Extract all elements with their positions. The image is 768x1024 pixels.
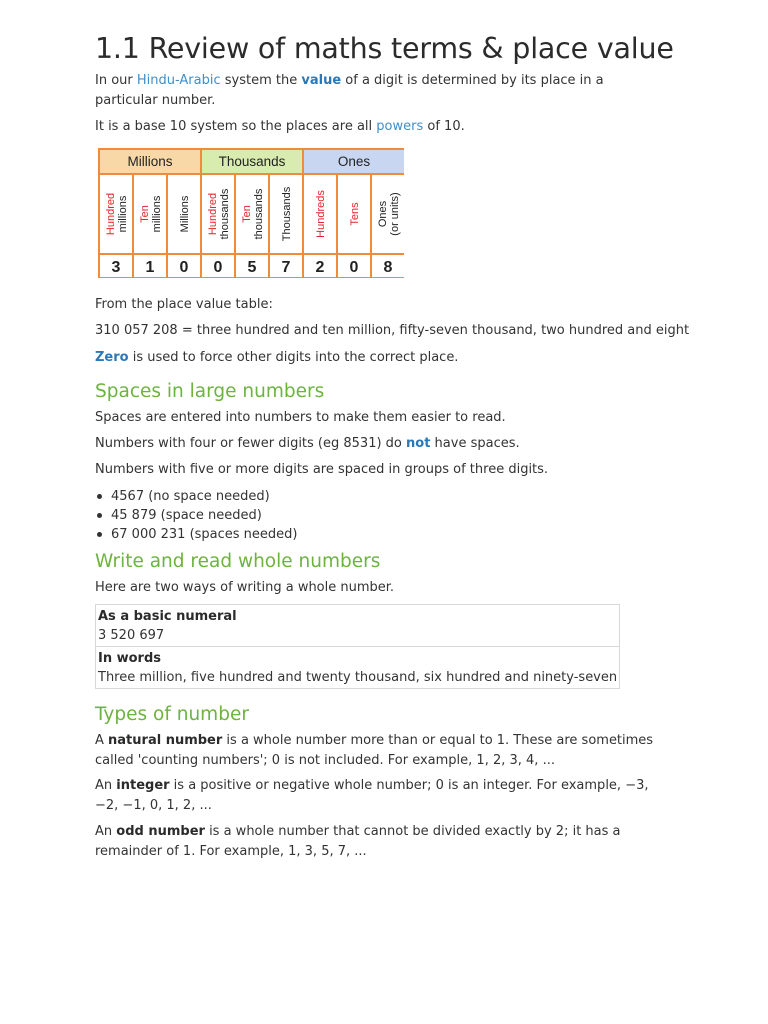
- group-header-label: Ones: [337, 154, 371, 169]
- place-value-table: [98, 148, 404, 282]
- not-keyword: not: [406, 436, 431, 451]
- row-value: 3 520 697: [98, 628, 165, 643]
- spaces-text: have spaces.: [430, 436, 520, 451]
- odd-number-term: odd number: [116, 824, 205, 839]
- types-text: is a whole number more than or equal to 1. These are sometimes called 'counting numbers'; 0 is not included. For example, 1, 2, 3, 4, ...: [95, 733, 654, 768]
- zero-keyword: Zero: [95, 350, 129, 365]
- column-label-line-2: thousands: [253, 188, 265, 240]
- integer-paragraph: [95, 776, 670, 815]
- list-item: 45 879 (space needed): [111, 506, 298, 525]
- table-row: [96, 647, 620, 689]
- table-cell: [96, 647, 620, 689]
- column-label-line-2: (or units): [389, 192, 401, 236]
- column-label-line-1: Ones: [377, 200, 389, 228]
- write-read-paragraph: Here are two ways of writing a whole number.: [95, 580, 395, 595]
- heading-write-read: Write and read whole numbers: [95, 551, 381, 572]
- column-label: [179, 195, 191, 232]
- column-label-line-1: Ten: [241, 205, 253, 223]
- types-text: A: [95, 733, 109, 748]
- column-label: [315, 190, 327, 238]
- table-row: [96, 605, 620, 647]
- spaces-paragraph-1: Spaces are entered into numbers to make them easier to read.: [95, 410, 506, 425]
- column-label-line-1: Hundreds: [315, 190, 327, 238]
- column-label-line-1: Tens: [349, 202, 361, 226]
- column-label-line-1: Hundred: [207, 192, 219, 236]
- types-text: An: [95, 778, 117, 793]
- digit-value: 7: [281, 259, 291, 276]
- page-title: 1.1 Review of maths terms & place value: [95, 32, 674, 65]
- column-label-line-1: Hundred: [105, 192, 117, 236]
- odd-number-paragraph: [95, 822, 675, 861]
- digit-value: 0: [179, 259, 189, 276]
- spaces-paragraph-2: [95, 434, 520, 454]
- row-label: As a basic numeral: [98, 609, 237, 624]
- column-label: [349, 202, 361, 226]
- natural-number-term: natural number: [108, 733, 223, 748]
- row-value: Three million, five hundred and twenty thousand, six hundred and ninety-seven: [98, 670, 618, 685]
- intro-text: system the: [220, 73, 302, 88]
- list-item: 67 000 231 (spaces needed): [111, 527, 298, 542]
- group-header-label: Millions: [127, 154, 173, 169]
- column-label-line-2: millions: [117, 195, 129, 233]
- list-item: 4567 (no space needed): [111, 487, 298, 506]
- column-label: [207, 188, 231, 239]
- types-text: is a positive or negative whole number; 0 is an integer. For example, −3, −2, −1, 0, 1, 2, ...: [95, 778, 649, 813]
- intro-text: In our: [95, 73, 137, 88]
- column-label-line-2: thousands: [219, 188, 231, 240]
- column-label-line-2: millions: [151, 195, 163, 233]
- heading-types: Types of number: [95, 704, 249, 725]
- digit-value: 3: [111, 259, 121, 276]
- digit-value: 5: [247, 259, 257, 276]
- intro-text: It is a base 10 system so the places are all: [95, 119, 377, 134]
- digit-value: 8: [383, 259, 393, 276]
- digit-value: 1: [145, 259, 155, 276]
- column-label-line-1: Millions: [179, 195, 191, 233]
- intro-text: of a digit is determined by its place in a particular number.: [95, 73, 604, 108]
- types-text: An: [95, 824, 117, 839]
- spaces-paragraph-3: Numbers with five or more digits are spaced in groups of three digits.: [95, 462, 549, 477]
- natural-number-paragraph: [95, 731, 675, 770]
- column-label: [281, 186, 293, 241]
- powers-link[interactable]: powers: [376, 119, 424, 134]
- row-label: In words: [98, 651, 162, 666]
- digit-value: 0: [213, 259, 223, 276]
- ways-to-write-table: [95, 604, 620, 689]
- column-label: [105, 193, 129, 235]
- value-keyword: value: [301, 73, 342, 88]
- integer-term: integer: [116, 778, 170, 793]
- spaces-text: Numbers with four or fewer digits (eg 8531) do: [95, 436, 407, 451]
- digit-value: 0: [349, 259, 359, 276]
- from-table-text: From the place value table:: [95, 297, 273, 312]
- intro-text: of 10.: [423, 119, 465, 134]
- place-value-graphic: [98, 148, 404, 278]
- zero-paragraph: [95, 348, 458, 368]
- table-cell: [96, 605, 620, 647]
- hindu-arabic-link[interactable]: Hindu-Arabic: [136, 73, 221, 88]
- types-text: is a whole number that cannot be divided exactly by 2; it has a remainder of 1. For example, 1, 3, 5, 7, ...: [95, 824, 621, 859]
- digit-value: 2: [315, 259, 325, 276]
- column-label-line-1: Thousands: [281, 186, 293, 242]
- heading-spaces: Spaces in large numbers: [95, 381, 325, 402]
- intro-paragraph-2: [95, 117, 465, 137]
- spacing-examples-list: [95, 487, 298, 544]
- number-in-words-example: 310 057 208 = three hundred and ten million, fifty-seven thousand, two hundred and eight: [95, 323, 690, 338]
- column-label-line-1: Ten: [139, 205, 151, 223]
- intro-paragraph-1: [95, 71, 670, 110]
- zero-text: is used to force other digits into the correct place.: [128, 350, 459, 365]
- group-header-label: Thousands: [218, 154, 286, 169]
